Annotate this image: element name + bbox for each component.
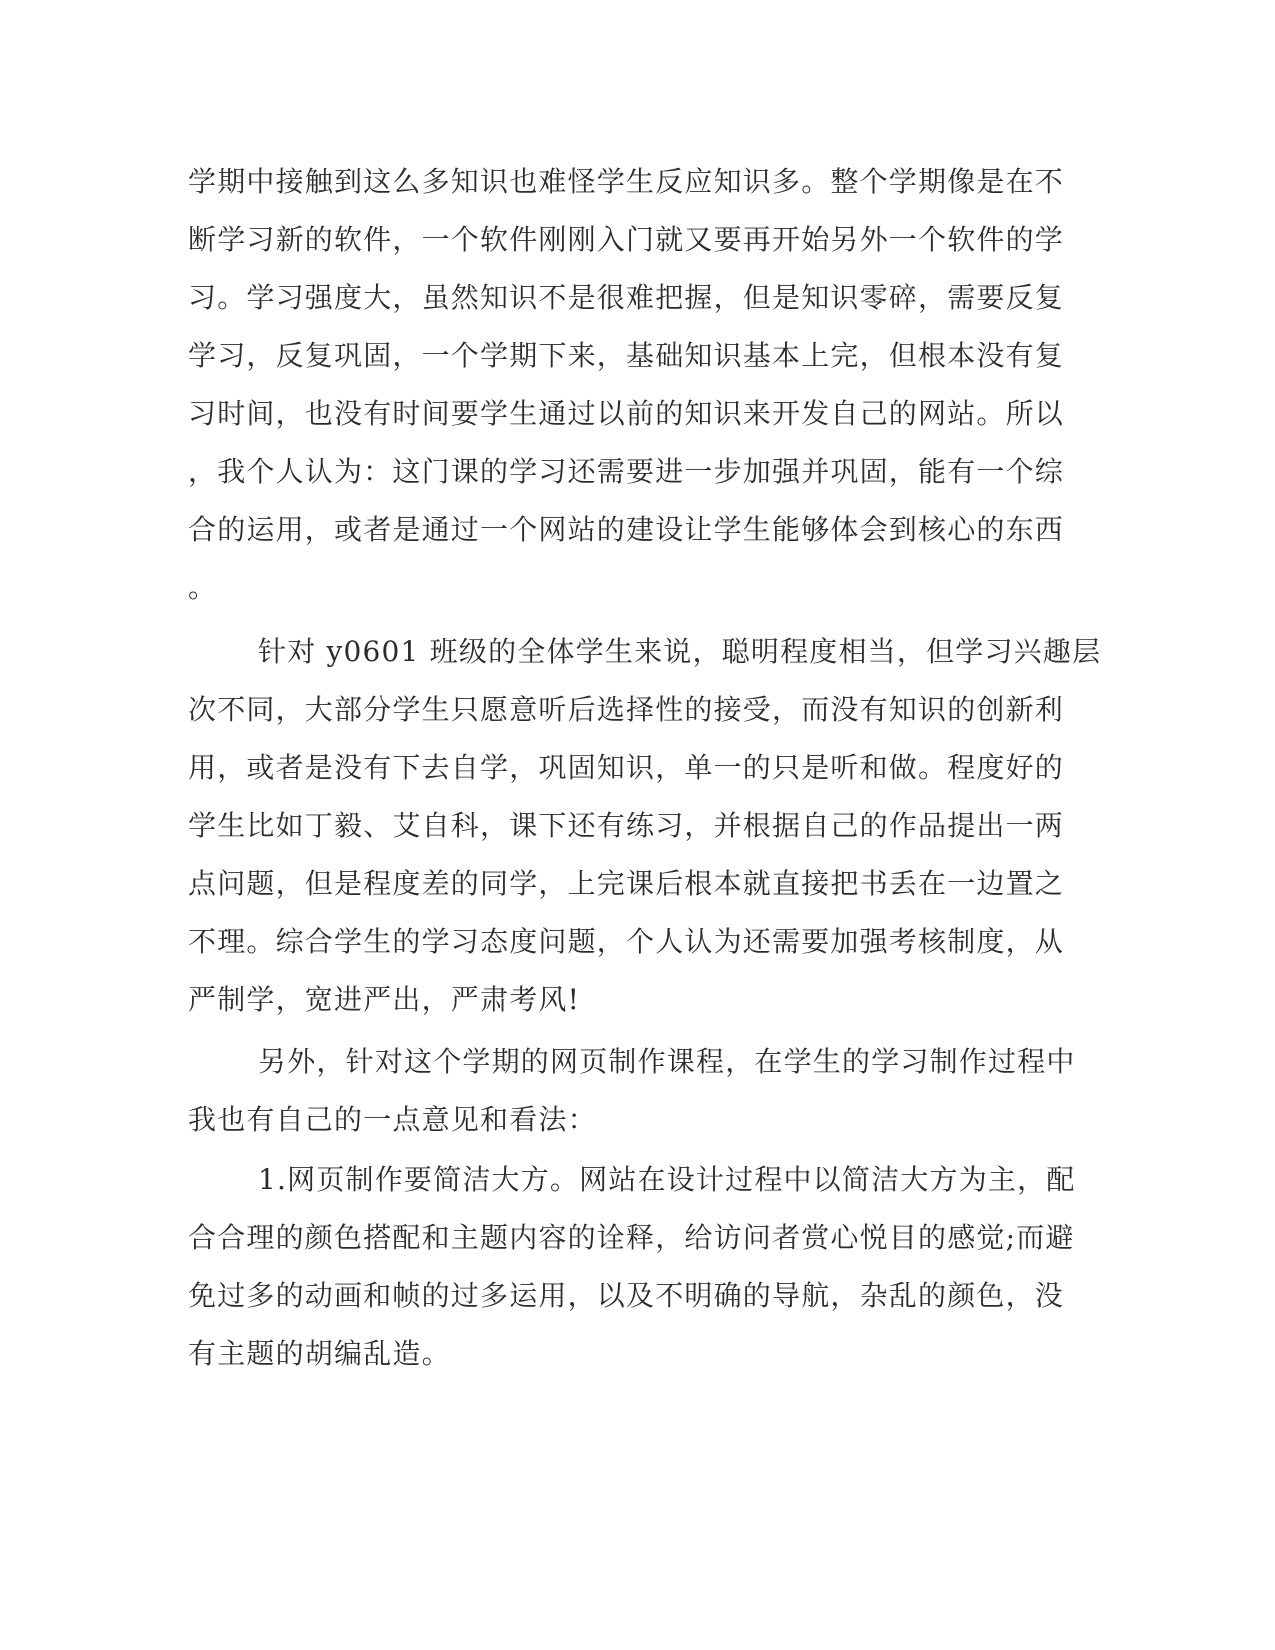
text-line: 严制学，宽进严出，严肃考风! xyxy=(188,983,581,1016)
text-line: 免过多的动画和帧的过多运用，以及不明确的导航，杂乱的颜色，没 xyxy=(188,1279,1065,1312)
text-line: 习时间，也没有时间要学生通过以前的知识来开发自己的网站。所以 xyxy=(188,397,1065,430)
text-line: 断学习新的软件，一个软件刚刚入门就又要再开始另外一个软件的学 xyxy=(188,223,1065,256)
text-line: 用，或者是没有下去自学，巩固知识，单一的只是听和做。程度好的 xyxy=(188,751,1065,784)
text-line: 习。学习强度大，虽然知识不是很难把握，但是知识零碎，需要反复 xyxy=(188,281,1065,314)
text-line: 不理。综合学生的学习态度问题，个人认为还需要加强考核制度，从 xyxy=(188,925,1065,958)
paragraph-first-line: 针对 y0601 班级的全体学生来说，聪明程度相当，但学习兴趣层 xyxy=(258,635,1102,668)
text-line: 合合理的颜色搭配和主题内容的诠释，给访问者赏心悦目的感觉;而避 xyxy=(188,1221,1075,1254)
text-line: ，我个人认为：这门课的学习还需要进一步加强并巩固，能有一个综 xyxy=(188,455,1065,488)
text-line: 。 xyxy=(188,571,218,604)
paragraph-first-line: 另外，针对这个学期的网页制作课程，在学生的学习制作过程中 xyxy=(258,1045,1076,1078)
text-line: 有主题的胡编乱造。 xyxy=(188,1337,451,1370)
text-line: 点问题，但是程度差的同学，上完课后根本就直接把书丢在一边置之 xyxy=(188,867,1065,900)
paragraph-first-line: 1.网页制作要简洁大方。网站在设计过程中以简洁大方为主，配 xyxy=(258,1163,1076,1196)
text-line: 次不同，大部分学生只愿意听后选择性的接受，而没有知识的创新利 xyxy=(188,693,1065,726)
text-line: 我也有自己的一点意见和看法： xyxy=(188,1103,597,1136)
text-line: 学期中接触到这么多知识也难怪学生反应知识多。整个学期像是在不 xyxy=(188,165,1065,198)
text-line: 学习，反复巩固，一个学期下来，基础知识基本上完，但根本没有复 xyxy=(188,339,1065,372)
text-line: 学生比如丁毅、艾自科，课下还有练习，并根据自己的作品提出一两 xyxy=(188,809,1065,842)
text-line: 合的运用，或者是通过一个网站的建设让学生能够体会到核心的东西 xyxy=(188,513,1065,546)
